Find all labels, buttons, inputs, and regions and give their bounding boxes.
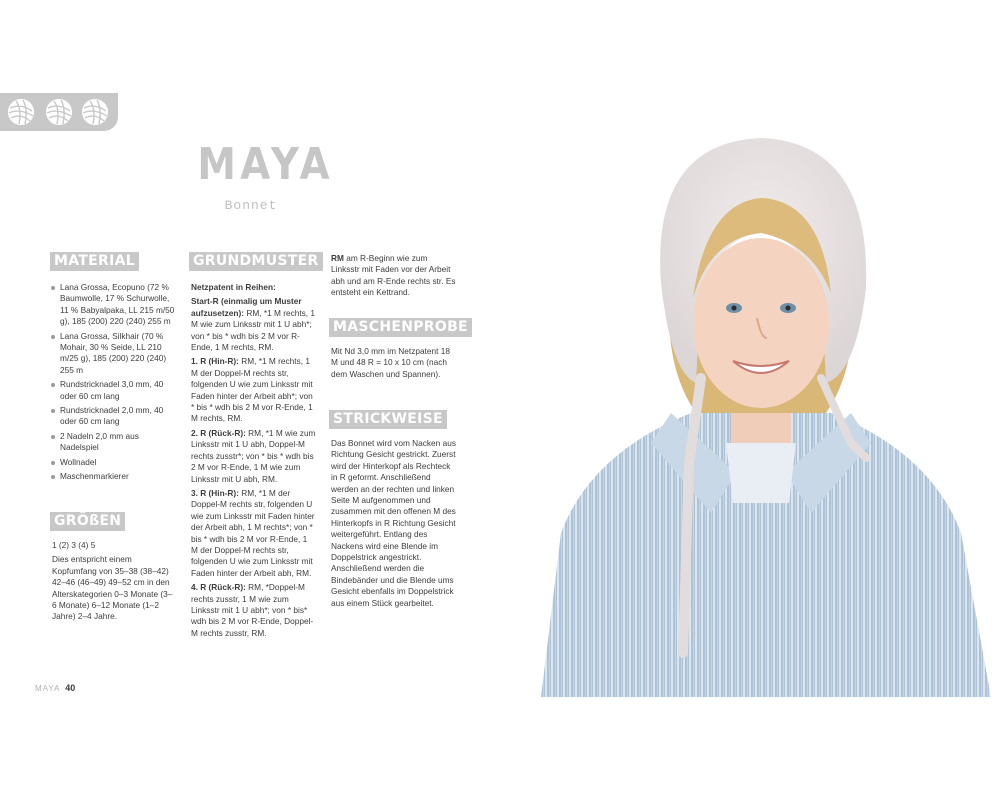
page-number: 40 bbox=[65, 683, 76, 693]
strickweise-column bbox=[331, 438, 456, 609]
list-item: Rundstricknadel 2,0 mm, 40 oder 60 cm lang bbox=[50, 405, 175, 428]
section-header-grundmuster: GRUNDMUSTER bbox=[189, 252, 323, 271]
material-list bbox=[50, 282, 175, 483]
list-item: Rundstricknadel 3,0 mm, 40 oder 60 cm lang bbox=[50, 379, 175, 402]
row-3-label: 3. R (Hin-R): bbox=[191, 487, 239, 498]
rm-note bbox=[331, 253, 456, 299]
row-1-label: 1. R (Hin-R): bbox=[191, 356, 239, 367]
list-item: Maschenmarkierer bbox=[50, 471, 175, 482]
grundmuster-column bbox=[191, 282, 316, 639]
start-row-text: RM, *1 M rechts, 1 M wie zum Linksstr mit 1 U abh*; von * bis * wdh bis 2 M vor R-Ende, 1 M rechts, RM. bbox=[191, 307, 316, 353]
groessen-column bbox=[52, 540, 174, 623]
sizes-text: 1 (2) 3 (4) 5 bbox=[52, 540, 96, 550]
list-item: 2 Nadeln 2,0 mm aus Nadelspiel bbox=[50, 431, 175, 454]
list-item: Wollnadel bbox=[50, 457, 175, 468]
section-header-strickweise: STRICKWEISE bbox=[329, 410, 447, 429]
list-item: Lana Grossa, Ecopuno (72 % Baumwolle, 17 % Schurwolle, 11 % Babyalpaka, LL 215 m/50 g), 185 (200) 220 (240) 255 m bbox=[50, 282, 175, 328]
row-4-label: 4. R (Rück-R): bbox=[191, 582, 246, 593]
child-in-bonnet-photo bbox=[521, 113, 1000, 697]
footer-label: MAYA bbox=[35, 684, 61, 693]
section-header-material: MATERIAL bbox=[50, 252, 139, 271]
sizes-description: Dies entspricht einem Kopfumfang von 35–38 (38–42) 42–46 (46–49) 49–52 cm in den Alterskategorien 0–3 Monate (3–6 Monate) 6–12 Monate (1–2 Jahre) 2–4 Jahre. bbox=[52, 554, 173, 622]
row-4-text: RM, *Doppel-M rechts zusstr, 1 M wie zum Linksstr mit 1 U abh*; von * bis* wdh bis 2 M vor R-Ende, Doppel-M rechts zusstr, RM. bbox=[191, 582, 314, 638]
pattern-subtitle: Bonnet bbox=[224, 198, 278, 213]
row-2-text: RM, *1 M wie zum Linksstr mit 1 U abh, Doppel-M rechts zusstr*; von * bis * wdh bis 2 M vor R-Ende, 1 M wie zum Linksstr mit U abh, RM. bbox=[191, 427, 316, 484]
list-item: Lana Grossa, Silkhair (70 % Mohair, 30 % Seide, LL 210 m/25 g), 185 (200) 220 (240) 255 m bbox=[50, 331, 175, 377]
start-row-label: Start-R (einmalig um Muster aufzusetzen): bbox=[191, 296, 302, 318]
yarn-ball-icon bbox=[8, 99, 34, 125]
pattern-intro: Netzpatent in Reihen: bbox=[191, 282, 276, 292]
pattern-title: MAYA bbox=[197, 139, 335, 190]
page-footer bbox=[35, 683, 75, 693]
material-column bbox=[50, 282, 175, 486]
gauge-text: Mit Nd 3,0 mm im Netzpatent 18 M und 48 R = 10 x 10 cm (nach dem Waschen und Spannen). bbox=[331, 346, 450, 379]
row-2-label: 2. R (Rück-R): bbox=[191, 427, 246, 438]
row-1-text: RM, *1 M rechts, 1 M der Doppel-M rechts str, folgenden U wie zum Linksstr mit Faden hinter der Arbeit abh*; von * bis * wdh bis 2 M vor R-Ende, 1 M rechts, RM. bbox=[191, 356, 313, 424]
construction-text: Das Bonnet wird vom Nacken aus Richtung Gesicht gestrickt. Zuerst wird der Hinterkopf als Rechteck in R geformt. Anschließend werden an der rechten und linken Seite M aufgenommen und zusammen mit den offenen M des Hinterkopfs in R Richtung Gesicht weitergeführt. Entlang des Nackens wird eine Blende im Doppelstrick angestrickt. Anschließend werden die Bindebänder und die Blende ums Gesicht ebenfalls im Doppelstrick aus einem Stück gearbeitet. bbox=[331, 438, 456, 608]
maschenprobe-column bbox=[331, 346, 456, 380]
section-header-groessen: GRÖßEN bbox=[50, 512, 125, 531]
rm-text: am R-Beginn wie zum Linksstr mit Faden vor der Arbeit abh und am R-Ende rechts str. Es entsteht ein Kettrand. bbox=[331, 253, 456, 298]
row-3-text: RM, *1 M der Doppel-M rechts str, folgenden U wie zum Linksstr mit Faden hinter der Arbeit abh, 1 M rechts*; von * bis * wdh bis 2 M vor R-Ende, 1 M der Doppel-M rechts str, folgenden U wie zum Linksstr mit Faden hinter der Arbeit abh, RM. bbox=[191, 487, 315, 578]
difficulty-tab bbox=[0, 93, 118, 131]
section-header-maschenprobe: MASCHENPROBE bbox=[329, 318, 472, 337]
rm-label: RM bbox=[331, 253, 344, 263]
yarn-ball-icon bbox=[46, 99, 72, 125]
yarn-ball-icon bbox=[82, 99, 108, 125]
